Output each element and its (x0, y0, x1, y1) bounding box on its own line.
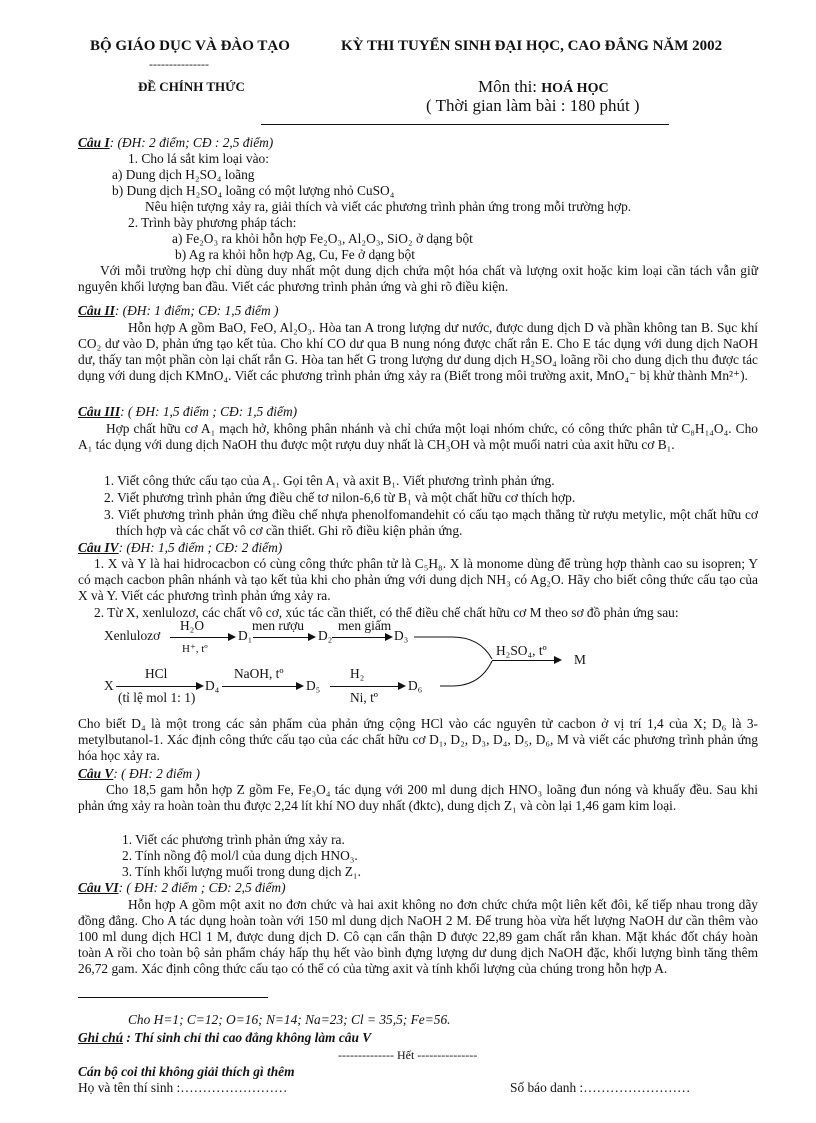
q2-paragraph: Hỗn hợp A gồm BaO, FeO, Al₂O₃. Hòa tan A trong lượng dư nước, được dung dịch D và phần không tan B. Sục khí CO₂ dư vào D, phản ứng tạo kết tủa. Cho khí CO dư qua B nung nóng được chất rắn E. Cho E tác dụng với dung dịch NaOH dư, thấy tan một phần còn lại chất rắn G. Hòa tan hết G trong lượng dư dung dịch H₂SO₄ loãng rồi cho dung dịch thu được tác dụng với dung dịch KMnO₄. Viết các phương trình phản ứng xảy ra (Biết trong môi trường axit, MnO₄⁻ bị khử thành Mn²⁺). (78, 320, 758, 383)
scheme-hplus: H⁺, tº (182, 643, 208, 655)
q1-paragraph: Với mỗi trường hợp chỉ dùng duy nhất một dung dịch chứa một hóa chất và lượng oxit hoặc kim loại cần tách vẫn giữ nguyên khối lượng ban đầu. Viết các phương trình phản ứng và ghi rõ điều kiện. (78, 263, 758, 294)
q3-line-3: 3. Viết phương trình phản ứng điều chế nhựa phenolfomandehit có cấu tạo mạch thẳng từ rượu metylic, một chất hữu cơ thích hợp và các chất vô cơ cần thiết. Ghi rõ điều kiện phản ứng. (104, 507, 758, 538)
header-dashes: --------------- (149, 57, 209, 71)
q1-line-3: 2. Trình bày phương pháp tách: (128, 215, 297, 230)
arrow-5 (222, 686, 298, 687)
scheme-h2o: H₂O (180, 618, 205, 633)
ministry-title: BỘ GIÁO DỤC VÀ ĐÀO TẠO (90, 38, 290, 54)
note-text: : Thí sinh chỉ thi cao đẳng không làm câu V (123, 1030, 372, 1045)
exam-title: KỲ THI TUYỂN SINH ĐẠI HỌC, CAO ĐẲNG NĂM 2002 (341, 38, 723, 54)
q6-paragraph: Hỗn hợp A gồm một axit no đơn chức và hai axit không no đơn chức chứa một liên kết đôi, kế tiếp nhau trong dãy đồng đẳng. Cho A tác dụng hoàn toàn với 150 ml dung dịch NaOH 2 M. Để trung hòa vừa hết lượng NaOH dư cần thêm vào 100 ml dung dịch HCl 1 M, được dung dịch D. Cô cạn cẩn thận D được 22,89 gam chất rắn khan. Mặt khác đốt cháy hoàn toàn A rồi cho toàn bộ sản phẩm cháy hấp thụ hết vào bình đựng lượng dư dung dịch NaOH đặc, khối lượng bình tăng thêm 26,72 gam. Xác định công thức cấu tạo có thể có của từng axit và tính khối lượng của chúng trong hỗn hợp A. (78, 897, 758, 976)
scheme-ratio: (tỉ lệ mol 1: 1) (118, 690, 196, 705)
arrow-4-head (196, 682, 204, 690)
scheme-hcl: HCl (145, 666, 168, 681)
q5-line-2: 2. Tính nồng độ mol/l của dung dịch HNO₃. (122, 848, 358, 863)
scheme-naoh: NaOH, tº (234, 666, 284, 681)
scheme-d3: D₃ (394, 628, 409, 643)
question-3-label: Câu III (78, 404, 121, 419)
scheme-d4: D₄ (205, 678, 220, 693)
q4-paragraph-1: 1. X và Y là hai hidrocacbon có cùng công thức phân tử là C₅H₈. X là monome dùng để trùng hợp thành cao su isopren; Y có mạch cacbon phân nhánh và tạo kết tủa khi cho phản ứng với dung dịch NH₃ có Ag₂O. Hãy cho biết công thức cấu tạo của X và Y. Viết các phương trình phản ứng xảy ra. (78, 556, 758, 603)
subject-label: Môn thi: (478, 77, 538, 96)
question-6-heading (78, 880, 286, 896)
scheme-men-ruou: men rượu (252, 618, 304, 633)
arrow-6-head (398, 682, 406, 690)
arrow-merge (492, 660, 556, 661)
q5-line-3: 3. Tính khối lượng muối trong dung dịch Z₁. (122, 864, 361, 879)
scheme-x: X (104, 678, 114, 693)
scheme-xenlulozo: Xenlulozơ (104, 628, 161, 643)
footer-divider (78, 997, 268, 998)
q1-line-2: Nêu hiện tượng xảy ra, giải thích và viết các phương trình phản ứng trong mỗi trường hợp. (145, 199, 632, 214)
q4-paragraph-2: 2. Từ X, xenlulozơ, các chất vô cơ, xúc tác cần thiết, có thể điều chế chất hữu cơ M theo sơ đồ phản ứng sau: (94, 605, 679, 620)
question-4-points: : (ĐH: 1,5 điểm ; CĐ: 2 điểm) (118, 540, 283, 555)
arrow-merge-head (554, 656, 562, 664)
candidate-name-field: Họ và tên thí sinh :…………………… (78, 1080, 288, 1095)
question-5-heading (78, 766, 200, 782)
official-label: ĐỀ CHÍNH THỨC (138, 79, 245, 94)
scheme-d2: D₂ (318, 628, 333, 643)
question-6-label: Câu VI (78, 880, 119, 895)
arrow-6 (330, 686, 400, 687)
note-label: Ghi chú (78, 1030, 124, 1045)
question-2-label: Câu II (78, 303, 115, 318)
q1-line-5: b) Ag ra khỏi hỗn hợp Ag, Cu, Fe ở dạng bột (175, 247, 415, 262)
scheme-men-giam: men giấm (338, 618, 392, 633)
q1-item-b: b) Dung dịch H₂SO₄ loãng có một lượng nhỏ CuSO₄ (112, 183, 395, 198)
scheme-d1: D₁ (238, 628, 253, 643)
question-1-label: Câu I (78, 135, 110, 150)
question-5-points: : ( ĐH: 2 điểm ) (113, 766, 200, 781)
atomic-masses: Cho H=1; C=12; O=16; N=14; Na=23; Cl = 35,5; Fe=56. (128, 1012, 451, 1027)
question-3-points: : ( ĐH: 1,5 điểm ; CĐ: 1,5 điểm) (120, 404, 298, 419)
q3-line-1: 1. Viết công thức cấu tạo của A₁. Gọi tên A₁ và axit B₁. Viết phương trình phản ứng. (104, 473, 555, 488)
footer-note (78, 1030, 371, 1046)
scheme-d6: D₆ (408, 678, 423, 693)
q3-line-2: 2. Viết phương trình phản ứng điều chế tơ nilon-6,6 từ B₁ và một chất hữu cơ thích hợp. (104, 490, 576, 505)
question-5-label: Câu V (78, 766, 114, 781)
q1-line-1: 1. Cho lá sắt kim loại vào: (128, 151, 269, 166)
question-4-label: Câu IV (78, 540, 119, 555)
scheme-h2so4: H₂SO₄, tº (496, 643, 547, 658)
candidate-number-field: Số báo danh :…………………… (510, 1080, 691, 1095)
scheme-ni: Ni, tº (350, 690, 378, 705)
question-6-points: : ( ĐH: 2 điểm ; CĐ: 2,5 điểm) (118, 880, 286, 895)
question-1-points: : (ĐH: 2 điểm; CĐ : 2,5 điểm) (109, 135, 274, 150)
exam-time: ( Thời gian làm bài : 180 phút ) (426, 96, 640, 115)
scheme-h2: H₂ (350, 666, 365, 681)
q5-paragraph: Cho 18,5 gam hỗn hợp Z gồm Fe, Fe₃O₄ tác dụng với 200 ml dung dịch HNO₃ loãng đun nóng và khuấy đều. Sau khi phản ứng xảy ra hoàn toàn thu được 2,24 lít khí NO duy nhất (đktc), dung dịch Z₁ và còn lại 1,46 gam kim loại. (78, 782, 758, 813)
question-2-points: : (ĐH: 1 điểm; CĐ: 1,5 điểm ) (114, 303, 279, 318)
q5-line-1: 1. Viết các phương trình phản ứng xảy ra. (122, 832, 345, 847)
q3-paragraph: Hợp chất hữu cơ A₁ mạch hở, không phân nhánh và chỉ chứa một loại nhóm chức, có công thức phân tử C₈H₁₄O₄. Cho A₁ tác dụng với dung dịch NaOH thu được một rượu duy nhất là CH₃OH và một muối natri của axit hữu cơ B₁. (78, 421, 758, 452)
q1-item-a: a) Dung dịch H₂SO₄ loãng (112, 167, 255, 182)
q1-line-4: a) Fe₂O₃ ra khỏi hỗn hợp Fe₂O₃, Al₂O₃, SiO₂ ở dạng bột (172, 231, 473, 246)
scheme-d5: D₅ (306, 678, 321, 693)
proctor-note: Cán bộ coi thi không giải thích gì thêm (78, 1064, 295, 1079)
scheme-m: M (574, 652, 586, 667)
arrow-5-head (296, 682, 304, 690)
q4-paragraph-3: Cho biết D₄ là một trong các sản phẩm của phản ứng cộng HCl vào các nguyên tử cacbon ở vị trí 1,4 của X; D₆ là 3-metylbutanol-1. Xác định công thức cấu tạo của các chất hữu cơ D₁, D₂, D₃, D₄, D₅, D₆, M và viết các phương trình phản ứng hóa học xảy ra. (78, 716, 758, 763)
end-marker: -------------- Hết --------------- (338, 1048, 478, 1062)
arrow-4 (116, 686, 198, 687)
subject-name: HOÁ HỌC (541, 81, 609, 96)
